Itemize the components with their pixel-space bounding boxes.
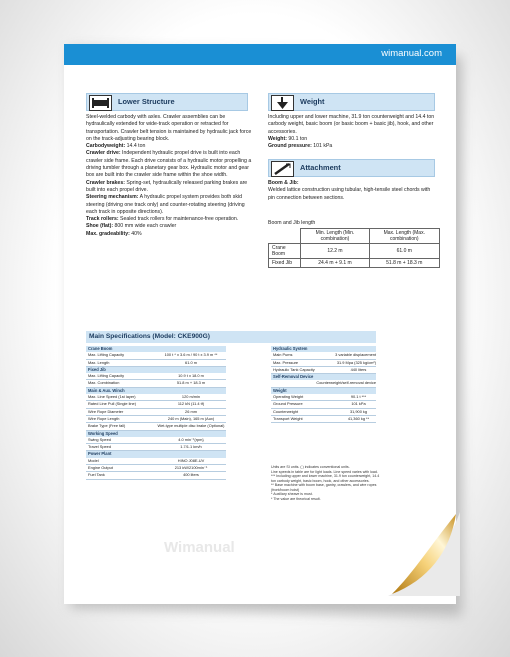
spec-right-column bbox=[271, 346, 376, 423]
spec-value: 101 kPa bbox=[351, 401, 366, 407]
attachment-icon bbox=[271, 161, 294, 177]
weight-title: Weight bbox=[300, 97, 325, 106]
spec-key: Transport Weight bbox=[273, 415, 303, 421]
table-row: Crane Boom 12.2 m 61.0 m bbox=[269, 244, 440, 259]
spec-note: Line speeds in table are for light loads. Line speed varies with load. bbox=[271, 469, 378, 474]
spec-key: Brake Type (Free fall) bbox=[88, 423, 126, 429]
attachment-heading bbox=[268, 159, 435, 177]
spec-value: 26 mm bbox=[185, 408, 197, 414]
spec-key: Wire Rope Length bbox=[88, 415, 120, 421]
weight-heading bbox=[268, 93, 435, 111]
spec-note: * Auxiliary sheave is must. bbox=[271, 492, 313, 496]
spec-row bbox=[86, 472, 226, 479]
col-min: Min. Length (Min. combination) bbox=[301, 229, 369, 244]
ls-item: Crawler drive: Independent hydraulic propel drive is built into each crawler side frame. Each drive consists of a hydraulic motor propelling a driving tumbler through a planetary gear box. Hydraulic motor and gear box are built into the crawler side frame within the shoe width. bbox=[86, 150, 252, 179]
spec-value: 4.0 min⁻¹{rpm} bbox=[178, 436, 204, 442]
spec-value: 41,360 kg ** bbox=[347, 415, 370, 421]
spec-row bbox=[271, 352, 376, 359]
table-header-row bbox=[269, 229, 440, 244]
spec-row bbox=[86, 458, 226, 465]
spec-section-header: Weight bbox=[271, 388, 376, 394]
spec-row bbox=[86, 394, 226, 401]
site-label: wimanual.com bbox=[381, 48, 442, 59]
main-specifications bbox=[86, 331, 380, 516]
spec-notes bbox=[271, 465, 381, 501]
spec-note: Units are SI units. ( ) indicates conventional units. bbox=[271, 465, 350, 469]
spec-value: Counterweight/self-removal device bbox=[316, 380, 376, 386]
spec-value: 31.9 Mpa (325 kg/cm²) bbox=[336, 359, 376, 365]
ls-item: Crawler brakes: Spring-set, hydraulically released parking brakes are built into each propel drive. bbox=[86, 179, 248, 193]
spec-value: 112 kN (11.4 tf) bbox=[177, 401, 205, 407]
spec-section-header: Power Plant bbox=[86, 451, 226, 457]
ls-item: Carbodyweight: 14.4 ton bbox=[86, 143, 146, 150]
spec-row bbox=[86, 409, 226, 416]
spec-section-header: Crane Boom bbox=[86, 346, 226, 352]
spec-key: Counterweight bbox=[273, 408, 299, 414]
spec-value: 240 m (Main), 165 m (Aux) bbox=[167, 415, 215, 421]
spec-section-header: Fixed Jib bbox=[86, 367, 226, 373]
weight-icon bbox=[271, 95, 294, 111]
ls-item: Track rollers: Sealed track rollers for maintenance-free operation. bbox=[86, 216, 239, 223]
weight-text: Including upper and lower machine, 31.9 ton counterweight and 14.4 ton carbody weight, basic boom (or basic boom + basic jib), hook, and other accessories. bbox=[268, 114, 435, 135]
spec-row bbox=[271, 401, 376, 408]
spec-row bbox=[86, 352, 226, 359]
spec-key: Fuel Tank bbox=[88, 472, 105, 478]
ls-item: Max. gradeability: 40% bbox=[86, 230, 142, 237]
spec-row bbox=[86, 380, 226, 387]
spec-left-column bbox=[86, 346, 226, 480]
lower-structure-intro: Steel-welded carbody with axles. Crawler assemblies can be hydraulically extended for wide-track operation or retracted for transportation. Crawler belt tension is maintained by hydraulic jack force on the track-adjusting bearing block. bbox=[86, 114, 252, 142]
spec-key: Rated Line Pull (Single line) bbox=[88, 401, 137, 407]
spec-value: Wet-type multiple disc brake (Optional) bbox=[157, 423, 225, 429]
spec-value: 61.0 m bbox=[185, 359, 197, 365]
spec-section-header: Hydraulic System bbox=[271, 346, 376, 352]
spec-row bbox=[271, 380, 376, 387]
spec-key bbox=[271, 380, 316, 386]
crawler-icon bbox=[89, 95, 112, 111]
spec-row bbox=[271, 409, 376, 416]
spec-value: 213 kW/2100min⁻¹ bbox=[174, 465, 208, 471]
ls-item: Shoe (flat): 800 mm wide each crawler bbox=[86, 223, 177, 230]
spec-key: Travel Speed bbox=[88, 444, 111, 450]
spec-key: Operating Weight bbox=[273, 394, 304, 400]
spec-value: 100 t * x 3.6 m / 90 t x 3.9 m ** bbox=[164, 352, 218, 358]
spec-key: Max. Lifting Capacity bbox=[88, 373, 125, 379]
attachment-body bbox=[268, 180, 438, 202]
spec-key: Model bbox=[88, 457, 99, 463]
spec-key: Max. Combination bbox=[88, 380, 120, 386]
spec-row bbox=[271, 394, 376, 401]
watermark-logo: Wimanual bbox=[164, 539, 235, 556]
spec-row bbox=[86, 401, 226, 408]
spec-row bbox=[86, 373, 226, 380]
spec-section-header: Working Speed bbox=[86, 431, 226, 437]
spec-value: 1.7/1.1 km/h bbox=[180, 444, 202, 450]
spec-key: Wire Rope Diameter bbox=[88, 408, 124, 414]
spec-key: Max. Pressure bbox=[273, 359, 299, 365]
col-max: Max. Length (Max. combination) bbox=[369, 229, 439, 244]
spec-value: 3 variable displacement bbox=[335, 352, 376, 358]
boom-jib-line: Boom & Jib: bbox=[268, 180, 299, 186]
header-bar bbox=[64, 44, 456, 65]
weight-line: Weight: 90.1 ton bbox=[268, 135, 308, 142]
spec-key: Ground Pressure bbox=[273, 401, 303, 407]
spec-row bbox=[86, 437, 226, 444]
spec-row bbox=[86, 444, 226, 451]
boom-jib-text: Welded lattice construction using tubular, high-tensile steel chords with pin connection between sections. bbox=[268, 187, 431, 201]
spec-title: Main Specifications (Model: CKE900G) bbox=[86, 331, 376, 343]
spec-row bbox=[271, 360, 376, 367]
spec-value: 10.9 t x 18.0 m bbox=[178, 373, 204, 379]
attachment-title: Attachment bbox=[300, 163, 341, 172]
spec-section-header: Self-Removal Device bbox=[271, 374, 376, 380]
spec-row bbox=[86, 416, 226, 423]
ground-pressure-line: Ground pressure: 101 kPa bbox=[268, 143, 333, 150]
spec-row bbox=[271, 367, 376, 374]
spec-note: * The value are theorical result. bbox=[271, 496, 321, 501]
spec-section-header: Main & Aux. Winch bbox=[86, 388, 226, 394]
spec-key: Swing Speed bbox=[88, 436, 111, 442]
spec-value: 120 m/min bbox=[181, 394, 201, 400]
spec-row bbox=[86, 360, 226, 367]
lower-structure-heading bbox=[86, 93, 248, 111]
spec-row bbox=[271, 416, 376, 423]
spec-note: ** Base machine with boom base, gantry, crawlers, and wire ropes (front/boom hoist) bbox=[271, 483, 377, 492]
lower-structure-body bbox=[86, 114, 254, 238]
boom-jib-table-title: Boom and Jib length bbox=[268, 220, 316, 226]
weight-body bbox=[268, 114, 438, 150]
spec-row bbox=[86, 423, 226, 430]
spec-key: Max. Length bbox=[88, 359, 110, 365]
spec-key: Max. Lifting Capacity bbox=[88, 352, 125, 358]
page-curl bbox=[388, 512, 460, 596]
lower-structure-title: Lower Structure bbox=[118, 97, 175, 106]
spec-value: 90.1 t *** bbox=[350, 394, 367, 400]
table-row: Fixed Jib 24.4 m + 9.1 m 51.8 m + 18.3 m bbox=[269, 259, 440, 268]
spec-note: *** Including upper and lower machine, 31.9 ton counterweight, 14.4 ton carbody weight, basic boom, hook, and other accessories. bbox=[271, 474, 380, 483]
spec-value: 51.8 m + 18.3 m bbox=[176, 380, 206, 386]
spec-key: Max. Line Speed (1st layer) bbox=[88, 394, 136, 400]
spec-value: 440 liters bbox=[350, 366, 367, 372]
spec-value: 31,900 kg bbox=[349, 408, 368, 414]
spec-row bbox=[86, 465, 226, 472]
spec-value: 400 liters bbox=[183, 472, 199, 478]
spec-key: Main Pums bbox=[273, 352, 293, 358]
spec-key: Engine Output bbox=[88, 465, 113, 471]
spec-key: Hydraulic Tank Capacity bbox=[273, 366, 315, 372]
boom-jib-table bbox=[268, 228, 440, 268]
spec-value: HINO J08E-UV bbox=[177, 457, 205, 463]
ls-item: Steering mechanism: A hydraulic propel system provides both skid steering (driving one track only) and counter-rotating steering (driving each track in opposite directions). bbox=[86, 194, 245, 215]
